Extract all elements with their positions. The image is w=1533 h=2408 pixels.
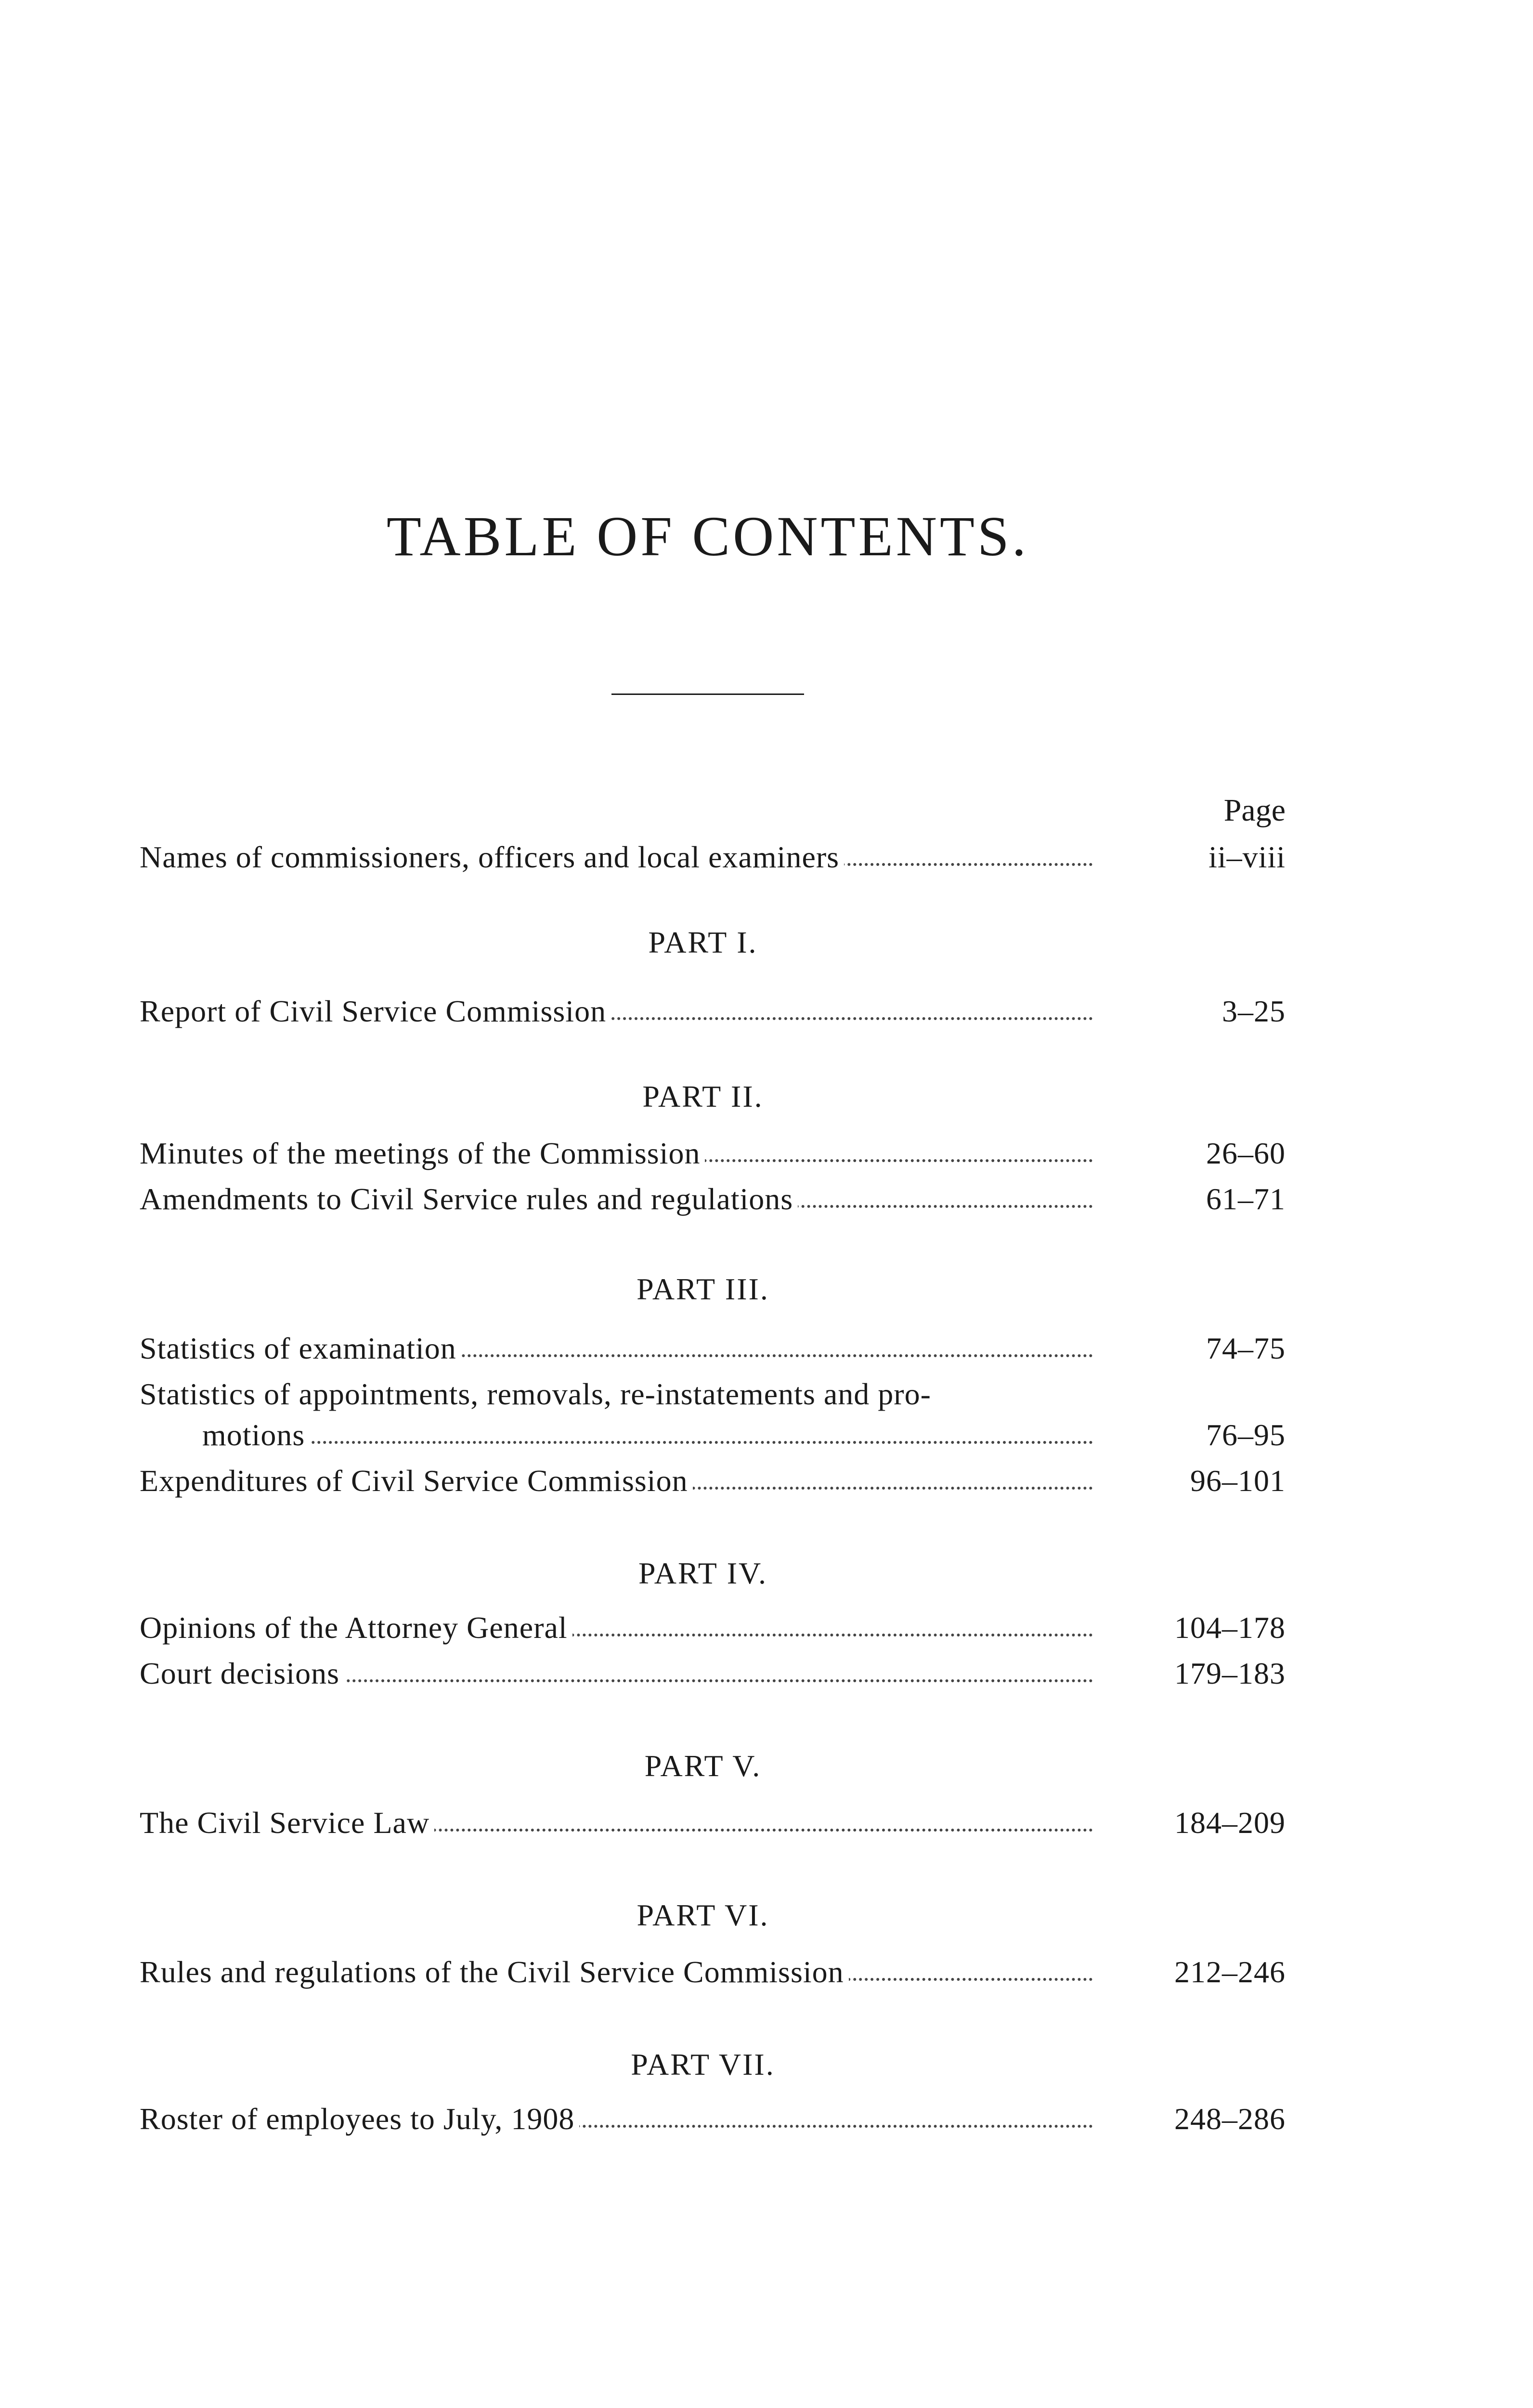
toc-entry <box>140 1329 1286 1368</box>
toc-entry-pages: 248–286 <box>1174 2102 1286 2136</box>
toc-entry-pages: ii–viii <box>1208 840 1286 874</box>
toc-entry-pages: 212–246 <box>1174 1955 1286 1989</box>
toc-entry-pages: 96–101 <box>1190 1464 1286 1498</box>
part-heading: PART VII. <box>631 2047 775 2081</box>
toc-entry-first-line: Statistics of appointments, removals, re-instatements and pro- <box>140 1377 931 1411</box>
toc-entry <box>140 2100 1286 2138</box>
toc-entry-pages: 184–209 <box>1174 1806 1286 1840</box>
toc-entry <box>202 1416 1286 1454</box>
toc-entry <box>140 992 1286 1031</box>
toc-entry-pages: 179–183 <box>1174 1656 1286 1690</box>
part-heading: PART II. <box>642 1079 764 1113</box>
toc-entry-pages: 3–25 <box>1222 994 1286 1028</box>
toc-entry <box>140 1180 1286 1218</box>
toc-entry-title: Opinions of the Attorney General <box>140 1610 572 1645</box>
page-column-heading: Page <box>1223 793 1286 828</box>
part-heading: PART III. <box>637 1272 769 1306</box>
toc-entry <box>140 1462 1286 1500</box>
toc-entry-title: Names of commissioners, officers and local examiners <box>140 840 844 874</box>
title-divider <box>611 694 804 695</box>
toc-entry-title: Rules and regulations of the Civil Service Commission <box>140 1955 849 1989</box>
part-heading: PART IV. <box>638 1556 767 1590</box>
toc-entry-continuation: motions <box>202 1418 310 1452</box>
part-heading: PART VI. <box>637 1898 769 1932</box>
toc-entry <box>140 1654 1286 1693</box>
toc-entry <box>140 1804 1286 1842</box>
toc-entry-title: The Civil Service Law <box>140 1806 434 1840</box>
part-heading: PART I. <box>648 925 758 959</box>
toc-entry <box>140 838 1286 877</box>
toc-entry-title: Court decisions <box>140 1656 344 1690</box>
toc-entry-title: Roster of employees to July, 1908 <box>140 2102 579 2136</box>
toc-entry <box>140 1134 1286 1173</box>
toc-entry-title: Minutes of the meetings of the Commission <box>140 1136 705 1170</box>
toc-entry-title: Expenditures of Civil Service Commission <box>140 1464 693 1498</box>
toc-entry-pages: 76–95 <box>1206 1418 1286 1452</box>
toc-entry <box>140 1609 1286 1647</box>
page-title: TABLE OF CONTENTS. <box>386 505 1029 568</box>
toc-entry-pages: 104–178 <box>1174 1610 1286 1645</box>
part-heading: PART V. <box>644 1749 762 1783</box>
toc-entry-title: Amendments to Civil Service rules and regulations <box>140 1182 798 1216</box>
toc-entry <box>140 1953 1286 1991</box>
toc-entry-title: Report of Civil Service Commission <box>140 994 611 1028</box>
toc-entry-pages: 74–75 <box>1206 1331 1286 1365</box>
toc-entry-title: Statistics of examination <box>140 1331 461 1365</box>
toc-entry-pages: 26–60 <box>1206 1136 1286 1170</box>
toc-entry-pages: 61–71 <box>1206 1182 1286 1216</box>
